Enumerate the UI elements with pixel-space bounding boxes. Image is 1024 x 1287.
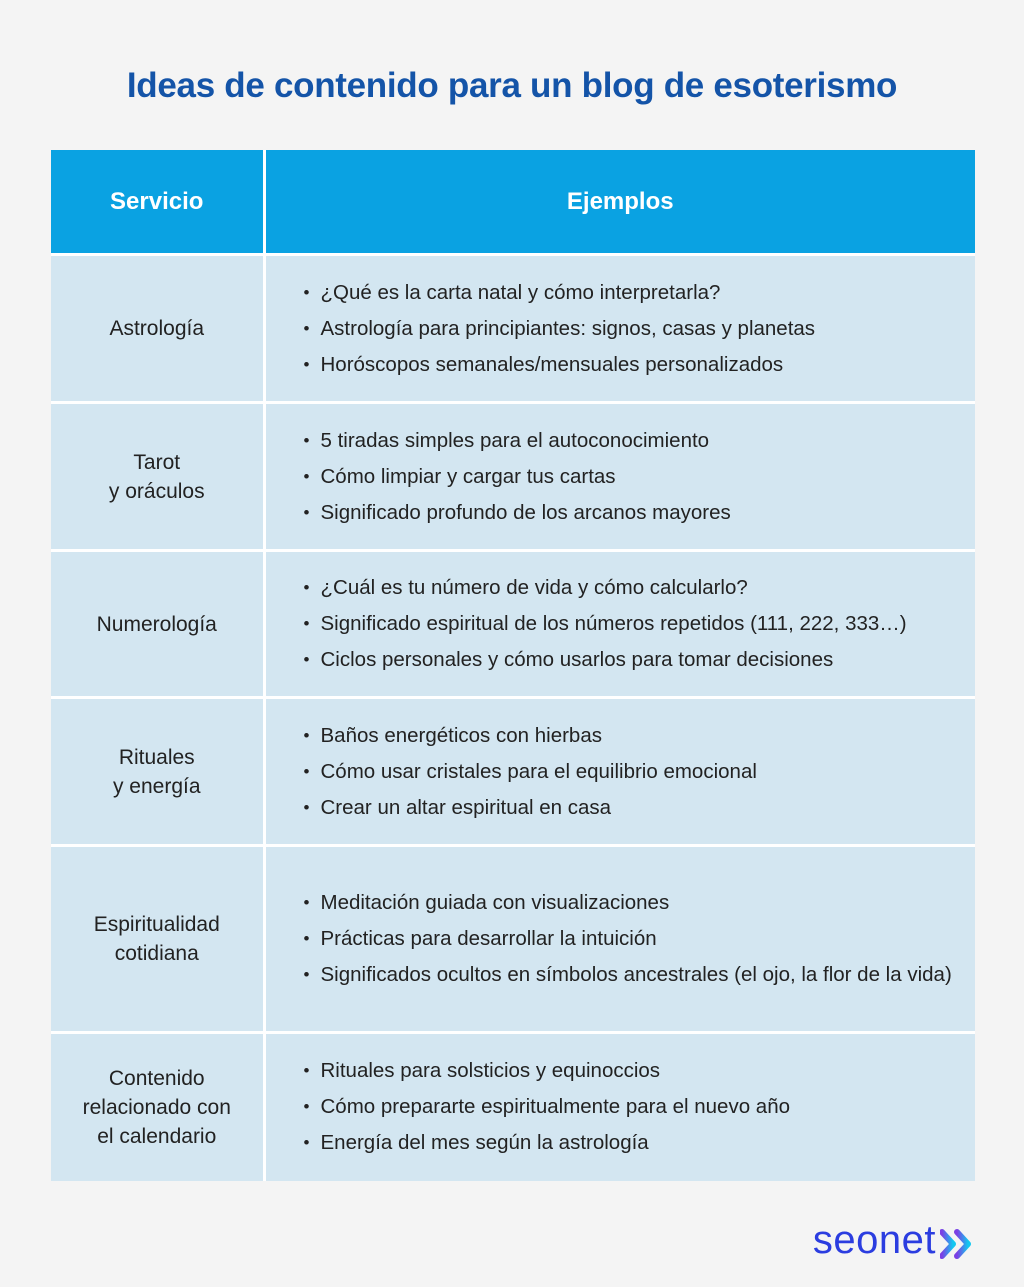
- list-item: • Cómo prepararte espiritualmente para el nuevo año: [304, 1089, 964, 1125]
- service-label: Rituales y energía: [112, 745, 201, 798]
- list-item: • Energía del mes según la astrología: [304, 1125, 964, 1161]
- list-item: • Significado espiritual de los números repetidos (111, 222, 333…): [304, 606, 964, 642]
- double-chevron-right-icon: [940, 1229, 974, 1259]
- examples-cell: [264, 1033, 975, 1181]
- service-label: Astrología: [109, 317, 205, 340]
- list-item: • Astrología para principiantes: signos, casas y planetas: [304, 311, 964, 347]
- list-item: • ¿Cuál es tu número de vida y cómo calcularlo?: [304, 570, 964, 606]
- table-row: [51, 255, 975, 403]
- list-item: • Significados ocultos en símbolos ancestrales (el ojo, la flor de la vida): [304, 957, 964, 993]
- list-item: • Meditación guiada con visualizaciones: [304, 885, 964, 921]
- table-row: [51, 846, 975, 1033]
- service-label: Espiritualidad cotidiana: [93, 913, 220, 965]
- service-label: Contenido relacionado con el calendario: [82, 1066, 231, 1148]
- examples-list: [304, 570, 964, 678]
- service-cell: [51, 1033, 264, 1181]
- service-label: Numerología: [96, 612, 217, 636]
- examples-list: [304, 885, 964, 993]
- service-cell: [51, 846, 264, 1033]
- examples-list: [304, 275, 964, 383]
- service-cell: [51, 698, 264, 846]
- list-item: • Rituales para solsticios y equinoccios: [304, 1053, 964, 1089]
- examples-cell: [264, 255, 975, 403]
- page-title: Ideas de contenido para un blog de esoterismo: [126, 66, 898, 105]
- service-cell: [51, 403, 264, 551]
- seonet-logo: [813, 1218, 974, 1263]
- examples-cell: [264, 698, 975, 846]
- brand-name: seonet: [812, 1218, 936, 1262]
- examples-cell: [264, 551, 975, 698]
- column-header-servicio: Servicio: [51, 150, 264, 255]
- examples-cell: [264, 403, 975, 551]
- service-cell: [51, 255, 264, 403]
- list-item: • 5 tiradas simples para el autoconocimiento: [304, 423, 964, 459]
- list-item: • ¿Qué es la carta natal y cómo interpretarla?: [304, 275, 964, 311]
- examples-list: [304, 1053, 964, 1161]
- service-label: Tarot y oráculos: [108, 450, 205, 503]
- table-row: [51, 698, 975, 846]
- table-body: [51, 255, 975, 1181]
- list-item: • Prácticas para desarrollar la intuición: [304, 921, 964, 957]
- list-item: • Baños energéticos con hierbas: [304, 718, 964, 754]
- list-item: • Significado profundo de los arcanos mayores: [304, 495, 964, 531]
- list-item: • Cómo limpiar y cargar tus cartas: [304, 459, 964, 495]
- examples-list: [304, 718, 964, 826]
- list-item: • Cómo usar cristales para el equilibrio emocional: [304, 754, 964, 790]
- table-row: [51, 551, 975, 698]
- list-item: • Crear un altar espiritual en casa: [304, 790, 964, 826]
- content-ideas-table: [51, 150, 975, 1181]
- list-item: • Ciclos personales y cómo usarlos para tomar decisiones: [304, 642, 964, 678]
- table-row: [51, 1033, 975, 1181]
- examples-list: [304, 423, 964, 531]
- column-header-ejemplos: Ejemplos: [264, 150, 975, 255]
- table-header-row: [51, 150, 975, 255]
- table-row: [51, 403, 975, 551]
- service-cell: [51, 551, 264, 698]
- examples-cell: [264, 846, 975, 1033]
- list-item: • Horóscopos semanales/mensuales personalizados: [304, 347, 964, 383]
